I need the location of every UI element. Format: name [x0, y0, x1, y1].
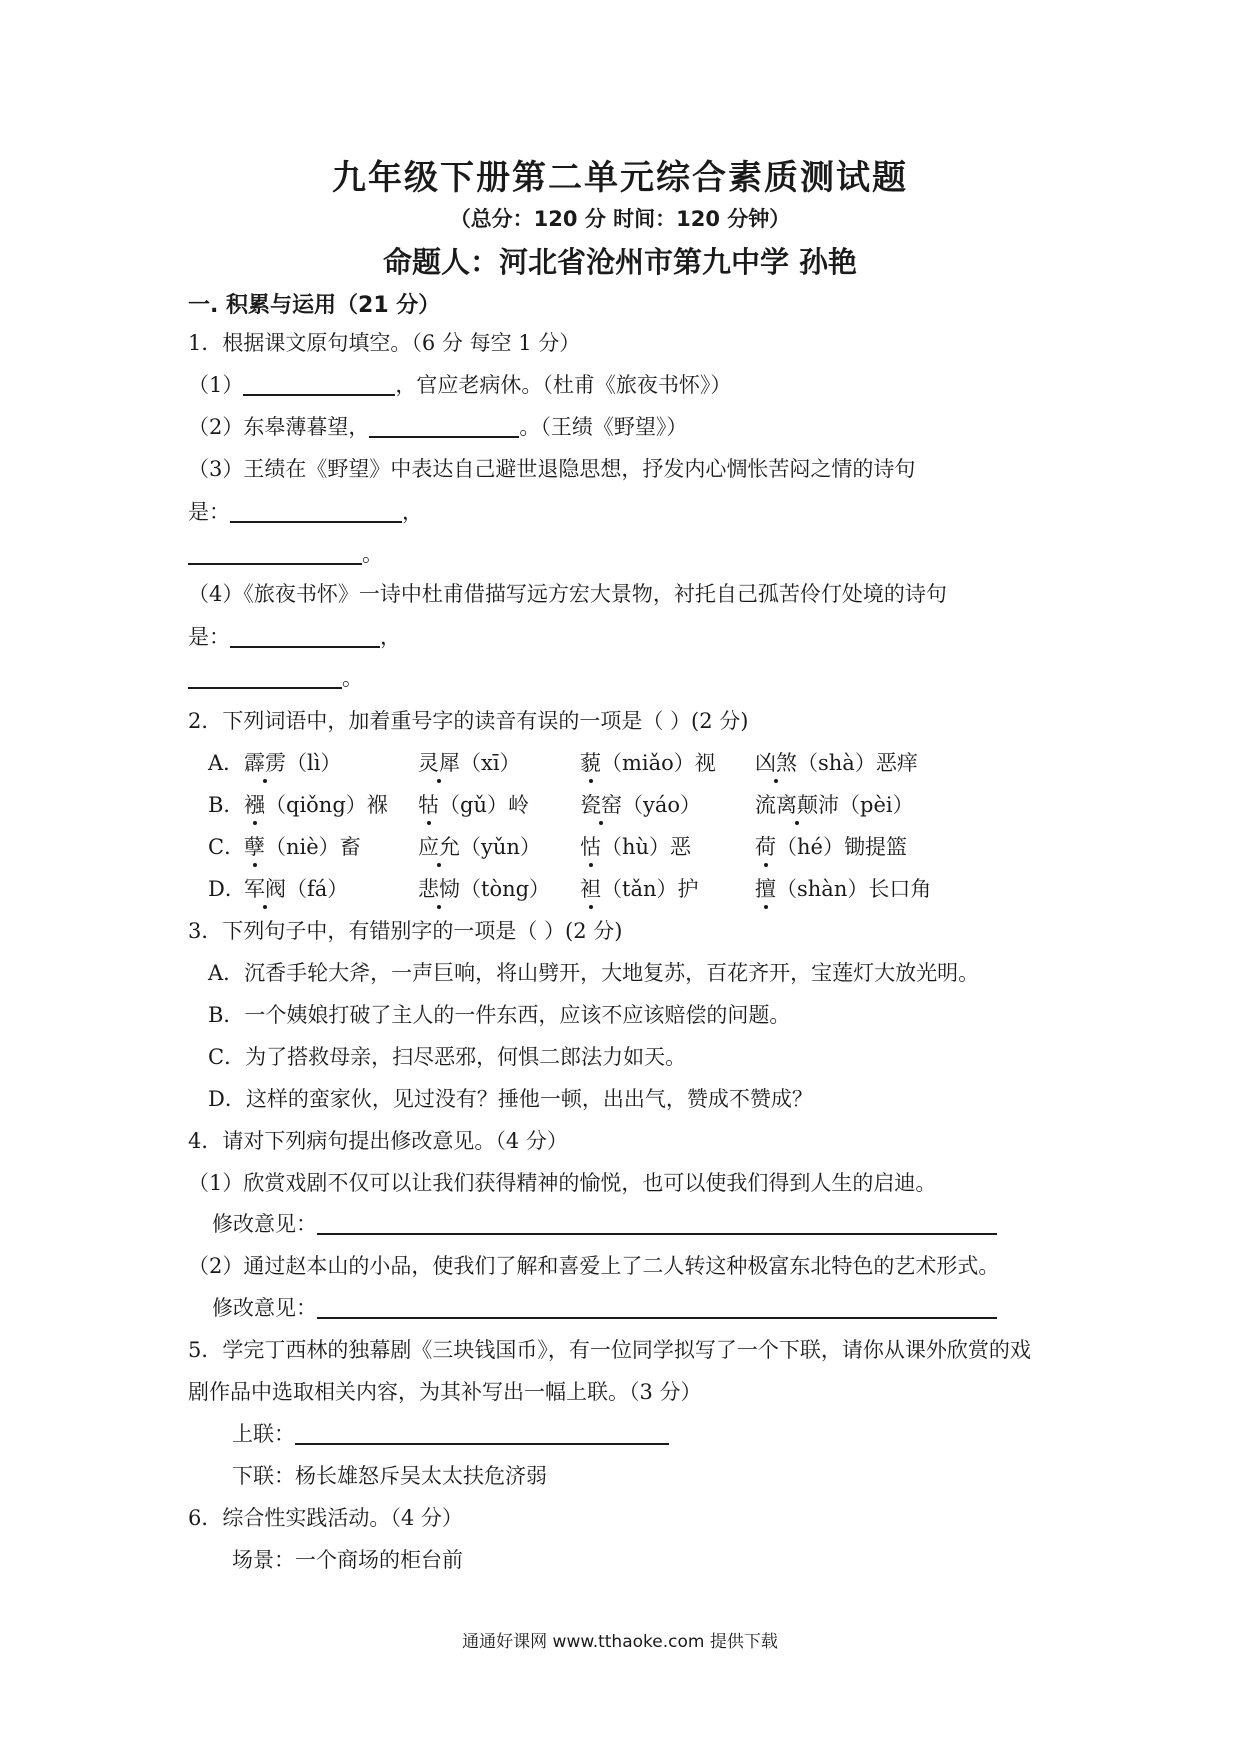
- q2-option-d-item-1: [244, 877, 348, 902]
- pinyin: （miǎo）视: [601, 751, 716, 775]
- pinyin: （hù）恶: [601, 835, 692, 859]
- emphasis-dot-text: 藐: [580, 751, 601, 775]
- q1-part3-period: 。: [362, 542, 383, 566]
- q2-option-d-item-2: [418, 877, 550, 902]
- q2-stem: 2．下列词语中，加着重号字的读音有误的一项是（ ）(2 分): [188, 709, 749, 733]
- q2-option-a-item-2: [418, 751, 521, 776]
- q1-part3-label: 是：: [188, 500, 230, 524]
- q4-answer-blank-1[interactable]: [317, 1213, 997, 1235]
- q2-option-c-item-4: [755, 835, 907, 860]
- pinyin: （xī）: [460, 751, 521, 775]
- emphasis-dot-text: 霹雳: [244, 751, 286, 775]
- q4-stem: 4．请对下列病句提出修改意见。（4 分）: [188, 1129, 568, 1153]
- q4-fix-2: [212, 1296, 997, 1321]
- pinyin: （shàn）长口角: [776, 877, 932, 901]
- emphasis-dot-text: 牯: [418, 793, 439, 817]
- score-time-info: （总分：120 分 时间：120 分钟）: [449, 207, 791, 231]
- q1-stem: 1．根据课文原句填空。（6 分 每空 1 分）: [188, 331, 581, 355]
- emphasis-dot-text: 应允: [418, 835, 460, 859]
- q1-blank-3[interactable]: [230, 501, 402, 523]
- emphasis-dot-text: 擅: [755, 877, 776, 901]
- q2-option-b-label: B．: [208, 793, 245, 817]
- emphasis-dot-text: 孽: [244, 835, 265, 859]
- pinyin: （pèi）: [839, 793, 914, 817]
- q2-option-b-item-1: [244, 793, 388, 818]
- q1-part4-answer-2: [188, 666, 363, 691]
- pinyin: （qiǒng）褓: [265, 793, 388, 817]
- q2-option-b-item-3: [580, 793, 701, 818]
- q3-option-c: C．为了搭救母亲，扫尽恶邪，何惧二郎法力如天。: [208, 1045, 687, 1069]
- emphasis-dot-text: 怙: [580, 835, 601, 859]
- q1-part4-prompt: （4）《旅夜书怀》一诗中杜甫借描写远方宏大景物，衬托自己孤苦伶仃处境的诗句: [188, 582, 947, 606]
- q2-option-a-item-1: [244, 751, 341, 776]
- q1-part3-answer: [188, 500, 423, 525]
- q1-part4-label: 是：: [188, 625, 230, 649]
- fix-label: 修改意见：: [212, 1296, 317, 1320]
- upper-label: 上联：: [232, 1422, 295, 1446]
- q6-stem: 6．综合性实践活动。（4 分）: [188, 1506, 463, 1530]
- q1-part1: [188, 373, 731, 398]
- q2-option-d-item-3: [580, 877, 698, 902]
- page-title: 九年级下册第二单元综合素质测试题: [332, 158, 908, 198]
- q2-option-c-item-2: [418, 835, 541, 860]
- q2-option-a-item-3: [580, 751, 716, 776]
- q4-answer-blank-2[interactable]: [317, 1297, 997, 1319]
- pinyin: （fá）: [286, 877, 349, 901]
- pinyin: （hé）锄提篮: [776, 835, 907, 859]
- q4-sentence-1: （1）欣赏戏剧不仅可以让我们获得精神的愉悦，也可以使我们得到人生的启迪。: [188, 1171, 937, 1195]
- q4-fix-1: [212, 1212, 997, 1237]
- emphasis-dot-text: 襁: [244, 793, 265, 817]
- q1-part1-number: （1）: [188, 373, 244, 397]
- q1-blank-2[interactable]: [369, 416, 519, 438]
- q3-option-b: B．一个姨娘打破了主人的一件东西，应该不应该赔偿的问题。: [208, 1003, 791, 1027]
- q1-part4-period: 。: [342, 666, 363, 690]
- q5-stem-line-2: 剧作品中选取相关内容，为其补写出一幅上联。（3 分）: [188, 1380, 702, 1404]
- q5-answer-blank[interactable]: [295, 1423, 669, 1445]
- q4-sentence-2: （2）通过赵本山的小品，使我们了解和喜爱上了二人转这种极富东北特色的艺术形式。: [188, 1254, 1000, 1278]
- q1-part3-prompt: （3）王绩在《野望》中表达自己避世退隐思想，抒发内心惆怅苦闷之情的诗句: [188, 457, 916, 481]
- emphasis-dot-text: 灵犀: [418, 751, 460, 775]
- q1-part3-answer-2: [188, 542, 383, 567]
- q3-option-a: A．沉香手轮大斧，一声巨响，将山劈开，大地复苏，百花齐开，宝莲灯大放光明。: [208, 961, 980, 985]
- emphasis-dot-text: 军阀: [244, 877, 286, 901]
- section-heading: 一. 积累与运用（21 分）: [188, 293, 441, 318]
- q3-option-d: D．这样的蛮家伙，见过没有？捶他一顿，出出气，赞成不赞成？: [208, 1087, 813, 1111]
- q5-stem-line-1: 5．学完丁西林的独幕剧《三块钱国币》，有一位同学拟写了一个下联，请你从课外欣赏的戏: [188, 1338, 1031, 1362]
- pinyin: （shà）恶痒: [797, 751, 918, 775]
- emphasis-dot-text: 凶煞: [755, 751, 797, 775]
- q1-part4-answer: [188, 625, 401, 650]
- q6-scene: 场景：一个商场的柜台前: [232, 1548, 463, 1572]
- q1-part3-comma: ，: [402, 500, 423, 524]
- footer: 通通好课网 www.tthaoke.com 提供下载: [462, 1632, 778, 1652]
- q1-part2-source: 。（王绩《野望》）: [519, 415, 688, 439]
- emphasis-dot-text: 袒: [580, 877, 601, 901]
- pinyin: （gǔ）岭: [439, 793, 529, 817]
- pinyin: （tǎn）护: [601, 877, 699, 901]
- q1-part2-text: （2）东皋薄暮望，: [188, 415, 370, 439]
- q1-part1-text: ，官应老病休。（杜甫《旅夜书怀》）: [395, 373, 732, 397]
- q2-option-d-label: D．: [208, 877, 246, 901]
- q2-option-c-label: C．: [208, 835, 246, 859]
- author-line: 命题人：河北省沧州市第九中学 孙艳: [382, 245, 858, 279]
- q1-blank-1[interactable]: [243, 374, 395, 396]
- q3-stem: 3．下列句子中，有错别字的一项是（ ）(2 分): [188, 919, 623, 943]
- q2-option-a-label: A．: [208, 751, 245, 775]
- pinyin: （yǔn）: [460, 835, 541, 859]
- fix-label: 修改意见：: [212, 1212, 317, 1236]
- emphasis-dot-text: 瓷窑: [580, 793, 622, 817]
- q1-blank-5[interactable]: [230, 626, 380, 648]
- q2-option-b-item-4: [755, 793, 914, 818]
- pinyin: （niè）畜: [265, 835, 361, 859]
- q2-option-c-item-3: [580, 835, 691, 860]
- q1-blank-6[interactable]: [188, 667, 342, 689]
- q2-option-d-item-4: [755, 877, 931, 902]
- emphasis-dot-text: 流离颠沛: [755, 793, 839, 817]
- pinyin: （tòng）: [460, 877, 551, 901]
- q1-blank-4[interactable]: [188, 543, 362, 565]
- pinyin: （lì）: [286, 751, 342, 775]
- q2-option-b-item-2: [418, 793, 529, 818]
- q1-part2: [188, 415, 687, 440]
- q2-option-a-item-4: [755, 751, 918, 776]
- q5-lower-couplet: 下联：杨长雄怒斥吴太太扶危济弱: [232, 1464, 547, 1488]
- q5-upper-couplet: [232, 1422, 669, 1447]
- emphasis-dot-text: 荷: [755, 835, 776, 859]
- q2-option-c-item-1: [244, 835, 361, 860]
- q1-part4-comma: ，: [380, 625, 401, 649]
- emphasis-dot-text: 悲恸: [418, 877, 460, 901]
- pinyin: （yáo）: [622, 793, 702, 817]
